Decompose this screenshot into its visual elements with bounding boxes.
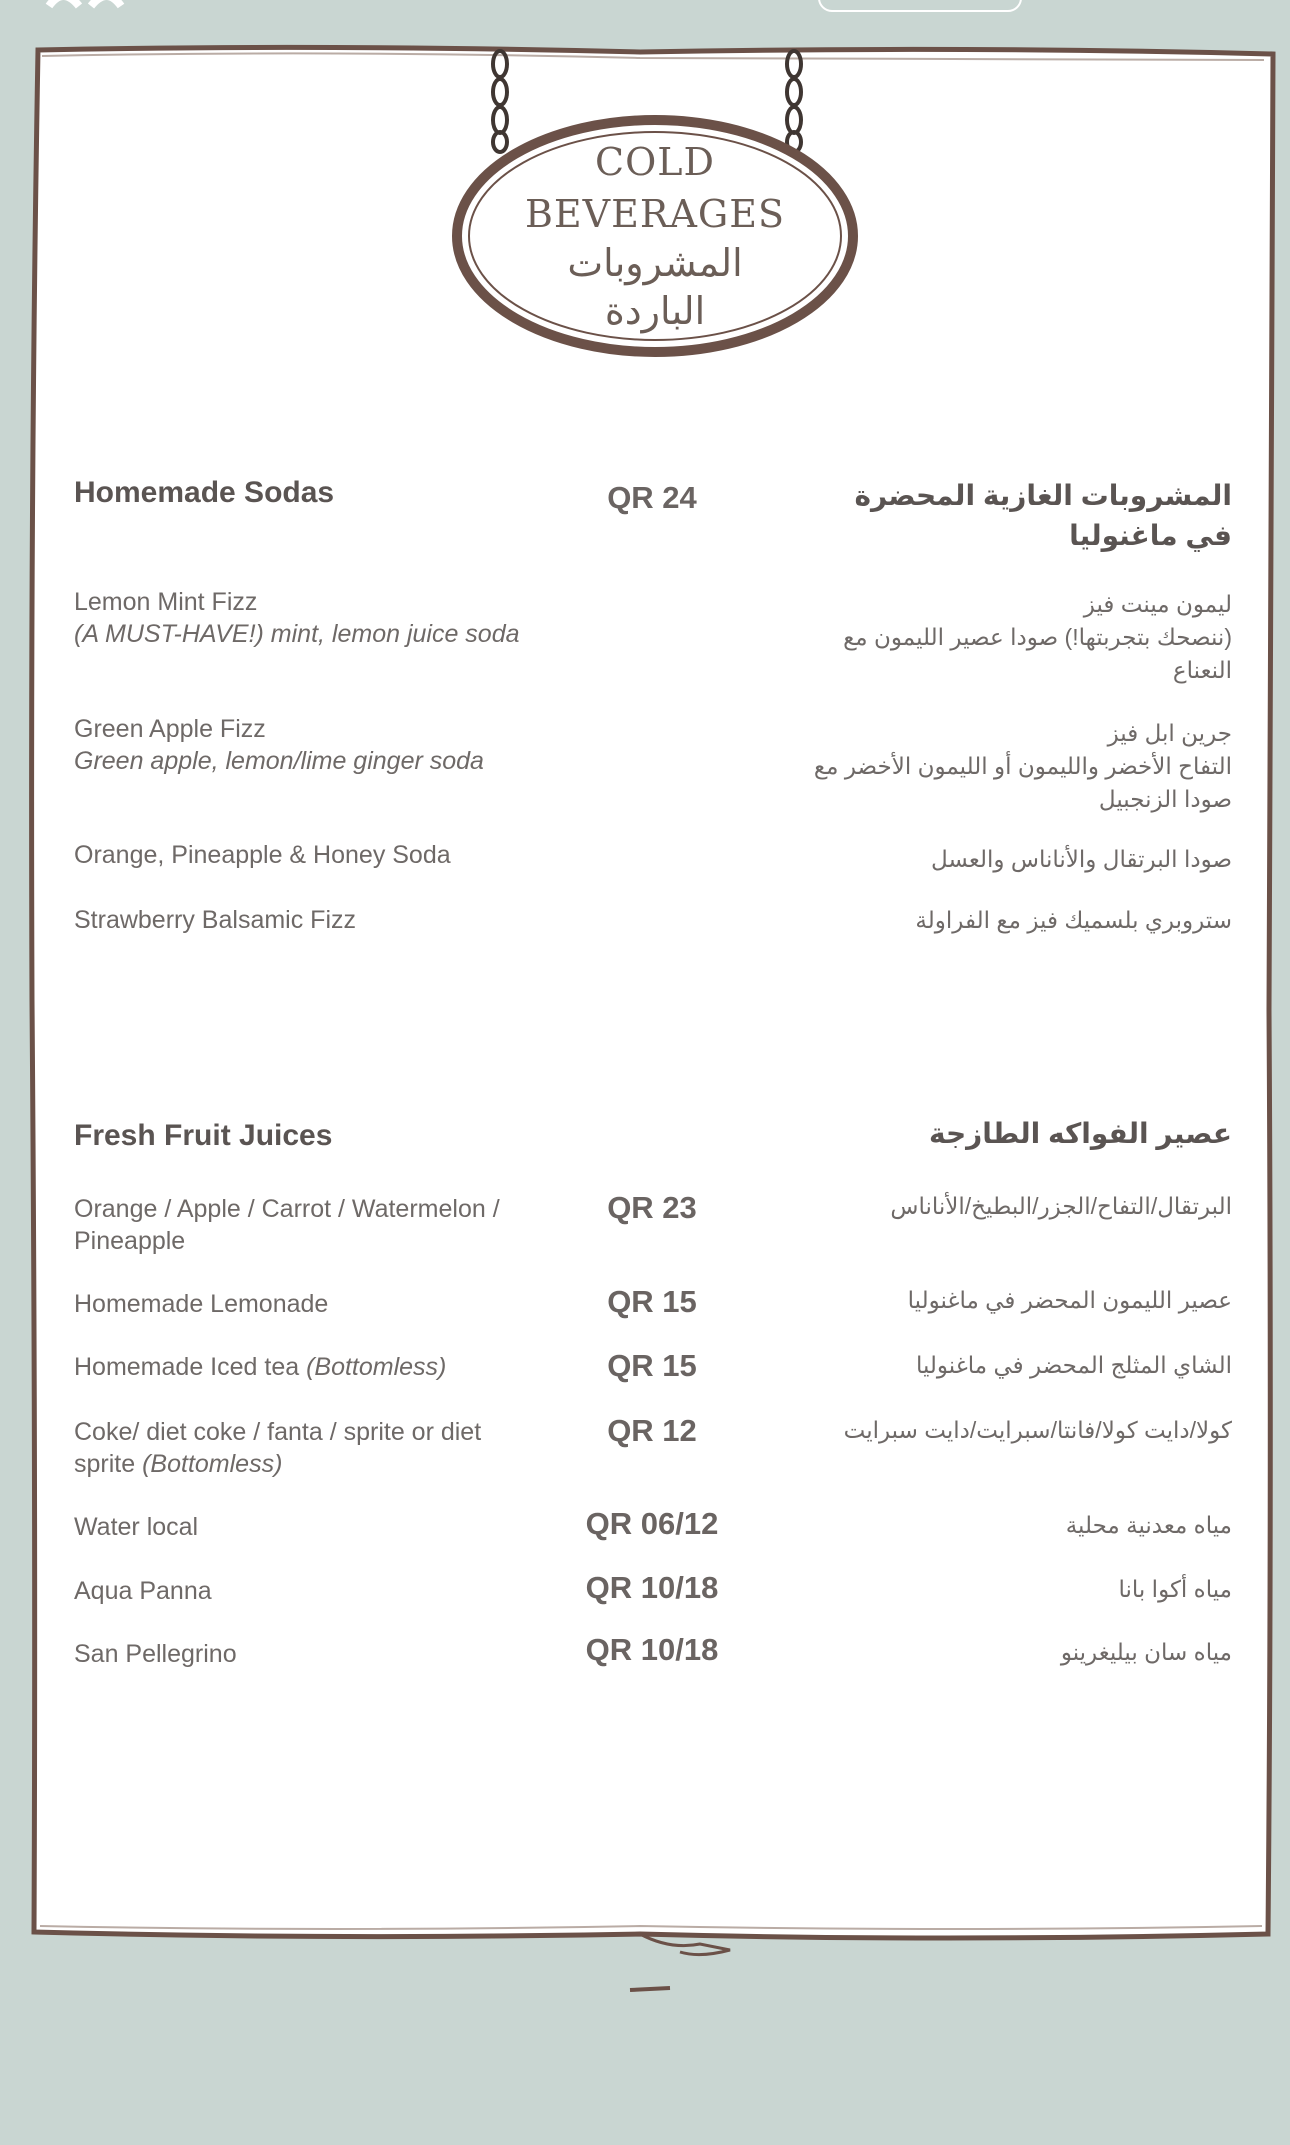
menu-item-ar xyxy=(792,1636,1232,1669)
sign-title-ar-line1: المشروبات xyxy=(567,243,743,285)
item-name-ar: مياه أكوا بانا xyxy=(1118,1576,1232,1602)
item-price: QR 10/18 xyxy=(585,1570,719,1605)
item-name-ar: مياه سان بيليغرينو xyxy=(1060,1639,1232,1665)
item-price: QR 15 xyxy=(607,1284,697,1319)
menu-item-ar xyxy=(792,1284,1232,1317)
sign-title-line1: COLD xyxy=(595,140,715,184)
item-name: Water local xyxy=(74,1513,199,1541)
item-name-ar: الشاي المثلج المحضر في ماغنوليا xyxy=(915,1352,1232,1378)
item-name-ar: عصير الليمون المحضر في ماغنوليا xyxy=(907,1287,1232,1313)
menu-item xyxy=(74,1416,544,1480)
item-name: Green Apple Fizz xyxy=(74,715,266,743)
item-price: QR 10/18 xyxy=(585,1632,719,1667)
menu-item-ar xyxy=(792,843,1232,876)
menu-item-ar xyxy=(792,904,1232,937)
menu-item-ar xyxy=(792,717,1232,816)
menu-item xyxy=(74,1351,544,1383)
section-heading-homemade-sodas: Homemade Sodas xyxy=(74,476,335,509)
item-name-ar: ليمون مينت فيز xyxy=(1083,591,1232,617)
item-name-ar: ستروبري بلسميك فيز مع الفراولة xyxy=(915,907,1232,933)
item-name: Aqua Panna xyxy=(74,1577,212,1605)
menu-item xyxy=(74,904,544,936)
menu-item-ar xyxy=(792,1190,1232,1223)
menu-item xyxy=(74,713,544,777)
sign-title-arabic xyxy=(470,240,840,336)
item-description: (A MUST-HAVE!) mint, lemon juice soda xyxy=(74,620,520,648)
menu-item-ar xyxy=(792,1573,1232,1606)
menu-item xyxy=(74,1288,544,1320)
item-price: QR 12 xyxy=(607,1413,697,1448)
section-price: QR 24 xyxy=(607,480,697,515)
item-description-ar: التفاح الأخضر والليمون أو الليمون الأخضر مع صودا الزنجبيل xyxy=(813,753,1232,812)
item-name: Orange / Apple / Carrot / Watermelon / Pineapple xyxy=(74,1195,500,1255)
menu-item xyxy=(74,1193,544,1257)
item-name-ar: صودا البرتقال والأناناس والعسل xyxy=(930,846,1232,872)
item-name: Homemade Iced tea xyxy=(74,1353,300,1381)
section-heading-fresh-fruit-juices-ar: عصير الفواكه الطازجة xyxy=(929,1118,1232,1149)
item-note: (Bottomless) xyxy=(306,1353,447,1381)
item-price: QR 15 xyxy=(607,1348,697,1383)
menu-item-ar xyxy=(792,1349,1232,1382)
item-name-ar: كولا/دايت كولا/فانتا/سبرايت/دايت سبرايت xyxy=(843,1417,1232,1443)
menu-item xyxy=(74,1638,544,1670)
sign-title-line2: BEVERAGES xyxy=(524,192,786,236)
item-name: Coke/ diet coke / fanta / sprite or diet sprite xyxy=(74,1418,482,1478)
menu-item-ar xyxy=(792,1414,1232,1447)
menu-item-ar xyxy=(792,1509,1232,1542)
menu-item xyxy=(74,839,544,871)
menu-item xyxy=(74,586,544,650)
menu-item xyxy=(74,1575,544,1607)
menu-item xyxy=(74,1511,544,1543)
item-name: Orange, Pineapple & Honey Soda xyxy=(74,841,451,869)
menu-item-ar xyxy=(792,588,1232,687)
sign-title-english xyxy=(470,136,840,240)
item-name-ar: مياه معدنية محلية xyxy=(1065,1512,1232,1538)
item-description-ar: (ننصحك بتجربتها!) صودا عصير الليمون مع النعناع xyxy=(843,624,1232,683)
item-price: QR 23 xyxy=(607,1190,697,1225)
item-name-ar: البرتقال/التفاح/الجزر/البطيخ/الأناناس xyxy=(890,1193,1232,1219)
sign-title-ar-line2: الباردة xyxy=(604,291,706,333)
item-name: Strawberry Balsamic Fizz xyxy=(74,906,356,934)
section-heading-homemade-sodas-ar: المشروبات الغازية المحضرة في ماغنوليا xyxy=(854,480,1232,551)
item-name-ar: جرين ابل فيز xyxy=(1107,720,1232,746)
item-description: Green apple, lemon/lime ginger soda xyxy=(74,747,484,775)
item-name: Lemon Mint Fizz xyxy=(74,588,258,616)
section-heading-fresh-fruit-juices: Fresh Fruit Juices xyxy=(74,1119,333,1152)
item-note: (Bottomless) xyxy=(142,1450,283,1478)
item-name: San Pellegrino xyxy=(74,1640,237,1668)
item-price: QR 06/12 xyxy=(585,1506,719,1541)
item-name: Homemade Lemonade xyxy=(74,1290,329,1318)
